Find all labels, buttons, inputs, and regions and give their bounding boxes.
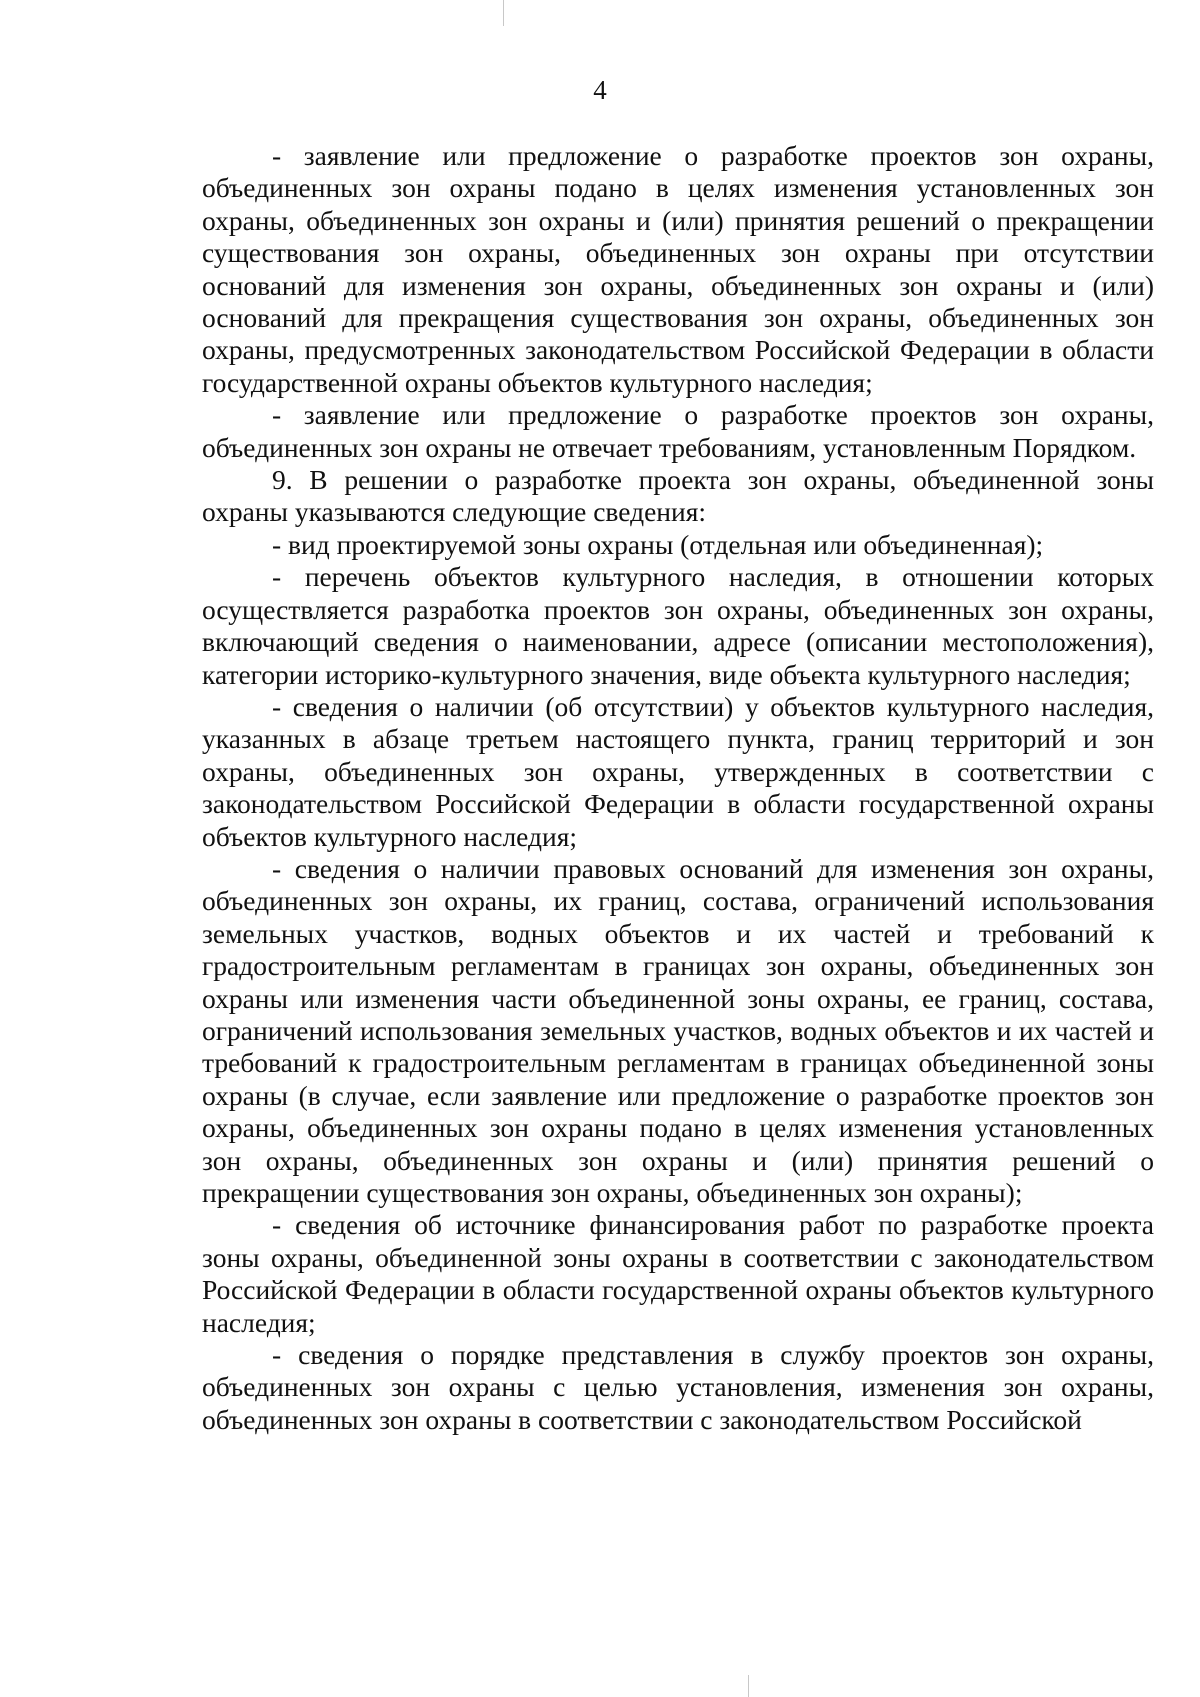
paragraph-refusal-basis-1: - заявление или предложение о разработке проектов зон охраны, объединенных зон охраны подано в целях изменения установленных зон охраны, объединенных зон охраны и (или) принятия решений о прекращении существования зон охраны, объединенных зон охраны при отсутствии оснований для изменения зон охраны, объединенных зон охраны и (или) оснований для прекращения существования зон охраны, объединенных зон охраны, предусмотренных законодательством Российской Федерации в области государственной охраны объектов культурного наследия; (202, 140, 1154, 398)
paragraph-zone-type: - вид проектируемой зоны охраны (отдельная или объединенная); (272, 528, 1044, 560)
paragraph-existing-boundaries: - сведения о наличии (об отсутствии) у объектов культурного наследия, указанных в абзаце третьем настоящего пункта, границ территорий и зон охраны, объединенных зон охраны, утвержденных в соответствии с законодательством Российской Федерации в области государственной охраны объектов культурного наследия; (202, 690, 1154, 852)
paragraph-heritage-list: - перечень объектов культурного наследия, в отношении которых осуществляется разработка проектов зон охраны, объединенных зон охраны, включающий сведения о наименовании, адресе (описании местоположения), категории историко-культурного значения, виде объекта культурного наследия; (202, 561, 1154, 690)
paragraph-refusal-basis-2: - заявление или предложение о разработке проектов зон охраны, объединенных зон охраны не отвечает требованиям, установленным Порядком. (202, 399, 1154, 463)
scan-fold-mark-top (503, 0, 504, 26)
paragraph-legal-grounds: - сведения о наличии правовых оснований для изменения зон охраны, объединенных зон охраны, их границ, состава, ограничений использования земельных участков, водных объектов и их частей и требований к градостроительным регламентам в границах зон охраны, объединенных зон охраны или изменения части объединенной зоны охраны, ее границ, состава, ограничений использования земельных участков, водных объектов и их частей и требований к градостроительным регламентам в границах объединенной зоны охраны (в случае, если заявление или предложение о разработке проектов зон охраны, объединенных зон охраны подано в целях изменения установленных зон охраны, объединенных зон охраны и (или) принятия решений о прекращении существования зон охраны, объединенных зон охраны); (202, 852, 1154, 1208)
paragraph-clause-9: 9. В решении о разработке проекта зон охраны, объединенной зоны охраны указываются следующие сведения: (202, 464, 1154, 528)
document-body (202, 140, 1154, 1436)
paragraph-submission-procedure: - сведения о порядке представления в службу проектов зон охраны, объединенных зон охраны с целью установления, изменения зон охраны, объединенных зон охраны в соответствии с законодательством Российской (202, 1339, 1154, 1435)
scan-fold-mark-bottom (748, 1675, 749, 1697)
paragraph-funding-source: - сведения об источнике финансирования работ по разработке проекта зоны охраны, объединенной зоны охраны в соответствии с законодательством Российской Федерации в области государственной охраны объектов культурного наследия; (202, 1209, 1154, 1338)
page-number: 4 (593, 75, 607, 105)
